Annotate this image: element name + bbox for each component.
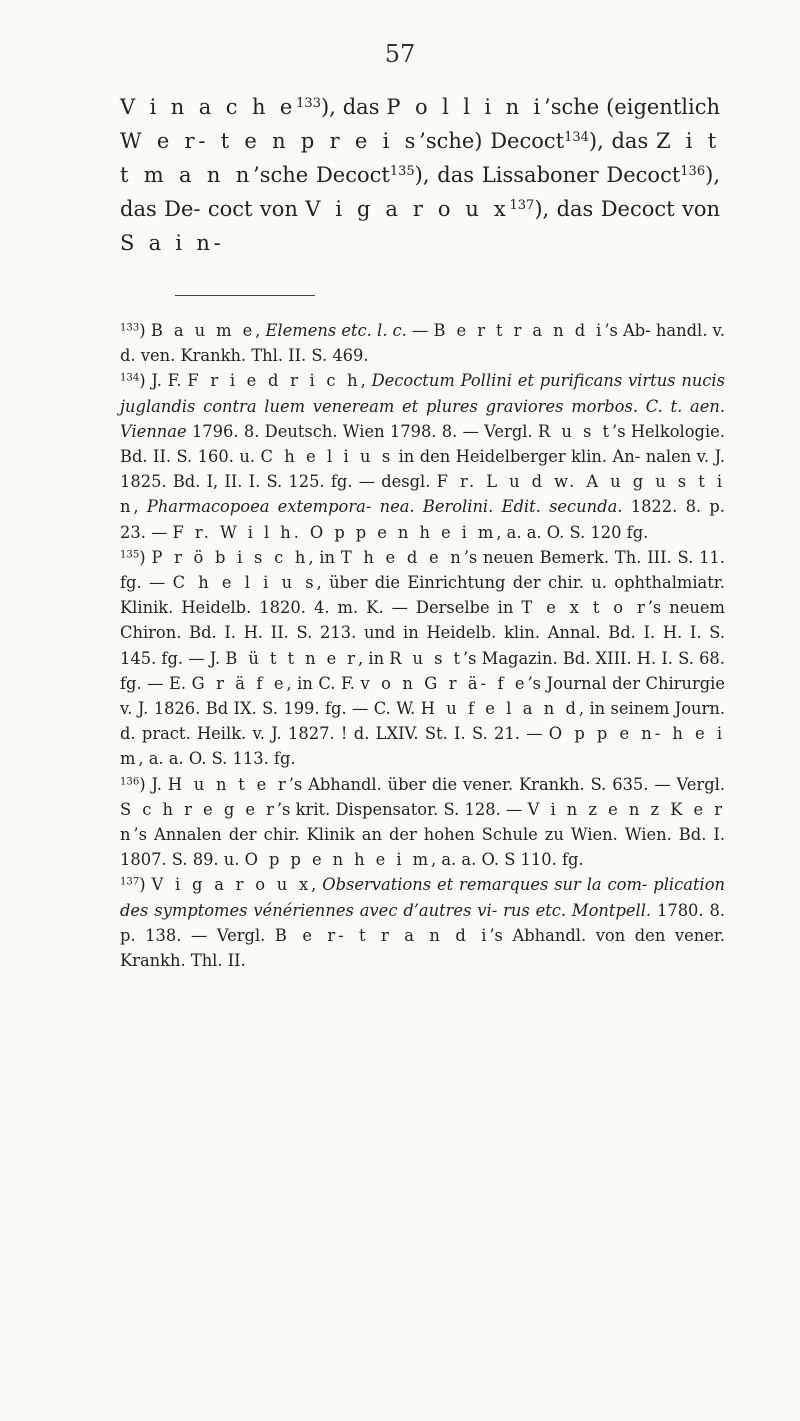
text-run: , in seinem Journ. d. pract. Heilk. v. J. 1827. ! d. LXIV. St. I. S. 21. — <box>120 699 725 744</box>
text-run: , a. a. O. S. 120 fg. <box>496 522 649 542</box>
text-run: Lissaboner <box>481 163 599 187</box>
spaced-name: Z i t t m a n n <box>120 129 720 187</box>
text-run: ’s Ab- handl. v. d. ven. Krankh. Thl. II. S. 469. <box>120 321 725 366</box>
text-run: , <box>255 321 266 340</box>
text-run: , in <box>358 648 390 668</box>
footnote-marker: 135 <box>120 549 140 561</box>
spaced-name: C h e l i u s <box>172 573 317 593</box>
text-run: ’s Journal der Chirurgie v. J. 1826. Bd IX. S. 199. fg. — C. W. <box>120 673 725 719</box>
text-run: 1780. 8. p. 138. — Vergl. <box>120 900 725 945</box>
text-run: ’sche) Decoct <box>419 129 565 153</box>
text-run: ), das <box>588 129 656 153</box>
text-run: , a. a. O. S. 113. fg. <box>138 749 296 769</box>
text-run: ) J. F. <box>139 371 188 391</box>
main-text-paragraph <box>120 90 720 260</box>
spaced-name: H u n t e r <box>167 774 289 794</box>
text-run: ’sche (eigentlich <box>544 95 720 119</box>
text-run: ’s Annalen der chir. Klinik an der hohen Schule zu Wien. Wien. Bd. I. 1807. S. 89. u. <box>120 825 725 870</box>
footnote <box>120 772 725 873</box>
page-number: 57 <box>384 40 416 68</box>
text-run: 1796. 8. Deutsch. Wien 1798. 8. — Vergl. <box>186 421 538 441</box>
text-run: , in C. F. <box>286 673 361 693</box>
spaced-name: P o l l i n i <box>386 95 545 119</box>
text-run: ), das <box>320 95 387 119</box>
text-run: ’s Helkologie. Bd. II. S. 160. u. <box>120 421 725 467</box>
spaced-name: S c h r e g e r <box>120 799 277 819</box>
text-run: , in <box>308 547 341 567</box>
spaced-name: P r ö b i s c h <box>151 547 309 567</box>
spaced-name: O p p e n- h e i m <box>120 724 725 769</box>
spaced-name: B e r t r a n d i <box>433 321 605 340</box>
footnote <box>120 545 725 772</box>
spaced-name: C h e l i u s <box>260 447 394 467</box>
text-run: 1822. 8. p. 23. — <box>120 497 725 542</box>
footnote-separator-rule <box>175 295 315 296</box>
spaced-name: H u f e l a n d <box>420 699 579 719</box>
text-run: ), das Decoct von <box>534 197 720 221</box>
italic-title: Observations et remarques sur la com- plication des symptomes vénériennes avec d’autres vi- rus etc. Montpell. <box>120 875 725 920</box>
spaced-name: T e x t o r <box>521 598 648 618</box>
footnote <box>120 872 725 973</box>
footnote-marker: 137 <box>120 876 140 888</box>
text-run: ’s Magazin. Bd. XIII. H. I. S. 68. fg. — E. <box>120 648 725 693</box>
text-run: , <box>311 875 323 895</box>
italic-title: Pharmacopoea extempora- nea. Berolini. Edit. secunda. <box>146 497 623 517</box>
footnote-marker: 135 <box>389 163 415 179</box>
footnote-marker: 136 <box>120 776 140 788</box>
spaced-name: B ü t t n e r <box>225 648 358 668</box>
text-run: , a. a. O. S 110. fg. <box>431 850 584 870</box>
text-run: ) <box>139 547 152 567</box>
text-run: ’s Abhandl. über die vener. Krankh. S. 635. — Vergl. <box>288 774 725 794</box>
footnote <box>120 318 725 368</box>
text-run: ’s Abhandl. von den vener. Krankh. Thl. II. <box>120 925 725 971</box>
text-run: ), das <box>414 163 482 187</box>
spaced-name: V i g a r o u x <box>151 875 312 895</box>
spaced-name: B e r- t r a n d i <box>274 925 490 945</box>
text-run: , <box>360 371 372 391</box>
text-run: ) <box>139 321 151 340</box>
text-run: , <box>133 497 147 517</box>
spaced-name: F r. W i l h. O p p e n h e i m <box>172 522 497 542</box>
footnote-marker: 136 <box>680 163 706 179</box>
text-run: ’sche Decoct <box>253 163 390 187</box>
spaced-name: V i n a c h e <box>120 95 297 119</box>
footnote-marker: 137 <box>509 197 535 213</box>
text-run: ’s neuem Chiron. Bd. I. H. II. S. 213. und in Heidelb. klin. Annal. Bd. I. H. I. S. 145. fg. — J. <box>120 598 725 668</box>
spaced-name: F r. L u d w. A u g u s t i n <box>120 472 725 517</box>
italic-title: Decoctum Pollini et purificans virtus nucis juglandis contra luem veneream et plures graviores morbos. C. t. aen. Viennae <box>120 371 725 441</box>
text-run: ), das De- coct von <box>120 163 720 221</box>
footnote-marker: 133 <box>120 322 140 334</box>
footnote-marker: 134 <box>564 129 589 145</box>
footnote <box>120 368 725 544</box>
text-run: in den Heidelberger klin. An- nalen v. J. 1825. Bd. I, II. I. S. 125. fg. — desgl. <box>120 447 726 492</box>
footnote-marker: 133 <box>296 95 321 111</box>
spaced-name: S a i n- <box>120 231 225 255</box>
text-run: ’s krit. Dispensator. S. 128. — <box>276 799 528 819</box>
spaced-name: V i n z e n z K e r n <box>120 799 725 845</box>
spaced-name: O p p e n h e i m <box>244 850 431 870</box>
spaced-name: V i g a r o u x <box>305 197 510 221</box>
spaced-name: R u s t <box>389 648 463 668</box>
text-run: ’s neuen Bemerk. Th. III. S. 11. fg. — <box>120 547 725 593</box>
text-run: ) <box>139 875 152 895</box>
spaced-name: W e r- t e n p r e i s <box>120 129 420 153</box>
spaced-name: F r i e d r i c h <box>187 371 361 391</box>
spaced-name: R u s t <box>537 421 613 441</box>
footnotes-block <box>120 318 725 973</box>
spaced-name: B a u m e <box>150 321 256 340</box>
text-run: , über die Einrichtung der chir. u. ophthalmiatr. Klinik. Heidelb. 1820. 4. m. K. — Derselbe in <box>120 573 725 618</box>
italic-title: Elemens etc. l. c. <box>265 321 407 340</box>
footnote-marker: 134 <box>120 372 140 384</box>
text-run: Decoct <box>598 163 681 187</box>
text-run: ) J. <box>139 774 168 794</box>
text-run: — <box>406 321 434 340</box>
spaced-name: T h e d e n <box>340 547 464 567</box>
spaced-name: v o n G r ä- f e <box>360 673 528 693</box>
spaced-name: G r ä f e <box>191 673 287 693</box>
